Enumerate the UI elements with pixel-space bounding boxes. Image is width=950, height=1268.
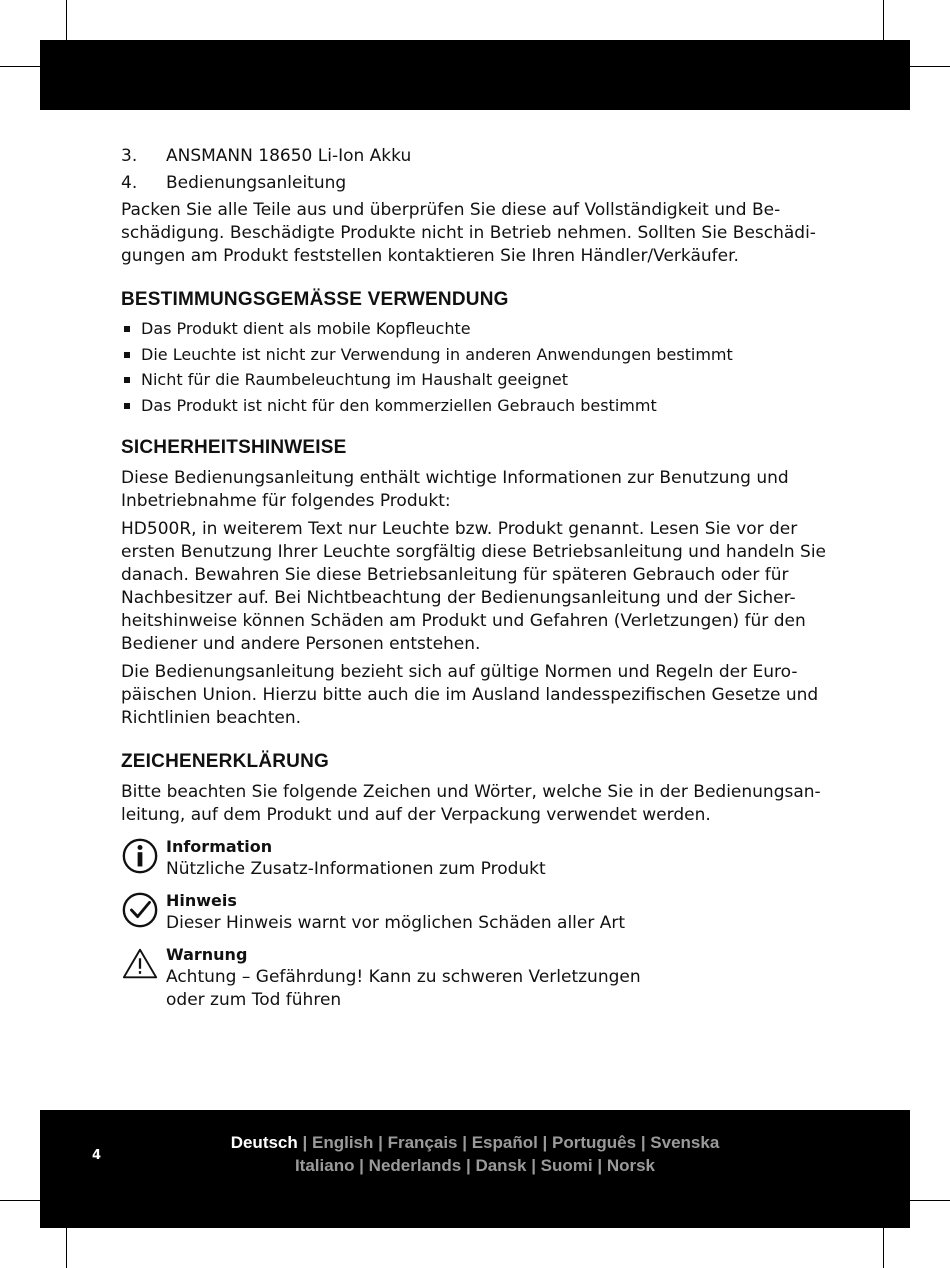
intro-paragraph: Packen Sie alle Teile aus und überprüfen Sie diese auf Vollständigkeit und Be- schädigung. Beschädigte Produkte nicht in Betrieb nehmen. Sollten Sie Beschädi- gungen am Produkt feststellen kontaktieren Sie Ihren Händler/Verkäufer. <box>121 200 816 266</box>
checkmark-icon <box>121 891 159 929</box>
symbol-description: Achtung – Gefährdung! Kann zu schweren Verletzungen oder zum Tod führen <box>166 966 641 1010</box>
bullet-item: Das Produkt ist nicht für den kommerziellen Gebrauch bestimmt <box>121 396 831 416</box>
page-content <box>121 145 831 1012</box>
header-bar <box>40 40 910 110</box>
symbol-description: Nützliche Zusatz-Informationen zum Produkt <box>166 858 546 879</box>
warning-icon <box>121 945 159 983</box>
numbered-list-item <box>121 172 831 195</box>
symbol-warning-row <box>121 943 831 1012</box>
section-heading-intended-use: BESTIMMUNGSGEMÄSSE VERWENDUNG <box>121 289 509 310</box>
list-text: Bedienungsanleitung <box>166 173 347 193</box>
numbered-list-item <box>121 145 831 168</box>
symbol-info-row <box>121 835 831 881</box>
language-links-1[interactable]: | English | Français | Español | Português | Svenska <box>297 1133 720 1152</box>
symbol-title: Information <box>166 836 273 856</box>
language-line-1 <box>150 1131 800 1154</box>
language-navigation <box>150 1131 800 1177</box>
intended-use-list <box>121 319 831 416</box>
list-text: ANSMANN 18650 Li-Ion Akku <box>166 146 412 166</box>
info-icon <box>121 837 159 875</box>
section-heading-safety: SICHERHEITSHINWEISE <box>121 436 347 458</box>
symbol-title: Hinweis <box>166 890 237 910</box>
list-number: 3. <box>121 146 138 166</box>
section-heading-legend: ZEICHENERKLÄRUNG <box>121 750 329 772</box>
bullet-item: Die Leuchte ist nicht zur Verwendung in anderen Anwendungen bestimmt <box>121 345 831 365</box>
language-links-2[interactable]: Italiano | Nederlands | Dansk | Suomi | Norsk <box>294 1156 656 1175</box>
symbol-title: Warnung <box>166 944 248 964</box>
language-active[interactable]: Deutsch <box>230 1133 298 1152</box>
page-number: 4 <box>92 1148 102 1163</box>
bullet-item: Das Produkt dient als mobile Kopfleuchte <box>121 319 831 339</box>
symbol-hint-row <box>121 889 831 935</box>
legend-intro: Bitte beachten Sie folgende Zeichen und Wörter, welche Sie in der Bedienungsan- leitung, auf dem Produkt und auf der Verpackung verwendet werden. <box>121 781 821 825</box>
safety-paragraph: Die Bedienungsanleitung bezieht sich auf gültige Normen und Regeln der Euro- päischen Union. Hierzu bitte auch die im Ausland landesspezifischen Gesetze und Richtlinien beachten. <box>121 661 819 728</box>
safety-paragraph: Diese Bedienungsanleitung enthält wichtige Informationen zur Benutzung und Inbetriebnahme für folgendes Produkt: <box>121 467 789 511</box>
bullet-item: Nicht für die Raumbeleuchtung im Haushalt geeignet <box>121 370 831 390</box>
list-number: 4. <box>121 173 138 193</box>
safety-paragraph: HD500R, in weiterem Text nur Leuchte bzw. Produkt genannt. Lesen Sie vor der ersten Benutzung Ihrer Leuchte sorgfältig diese Betriebsanleitung und handeln Sie danach. Bewahren Sie diese Betriebsanleitung für späteren Gebrauch oder für Nachbesitzer auf. Bei Nichtbeachtung der Bedienungsanleitung und der Sicher- heitshinweise können Schäden am Produkt und Gefahren (Verletzungen) für den Bediener und andere Personen entstehen. <box>121 518 827 654</box>
symbol-description: Dieser Hinweis warnt vor möglichen Schäden aller Art <box>166 912 626 933</box>
